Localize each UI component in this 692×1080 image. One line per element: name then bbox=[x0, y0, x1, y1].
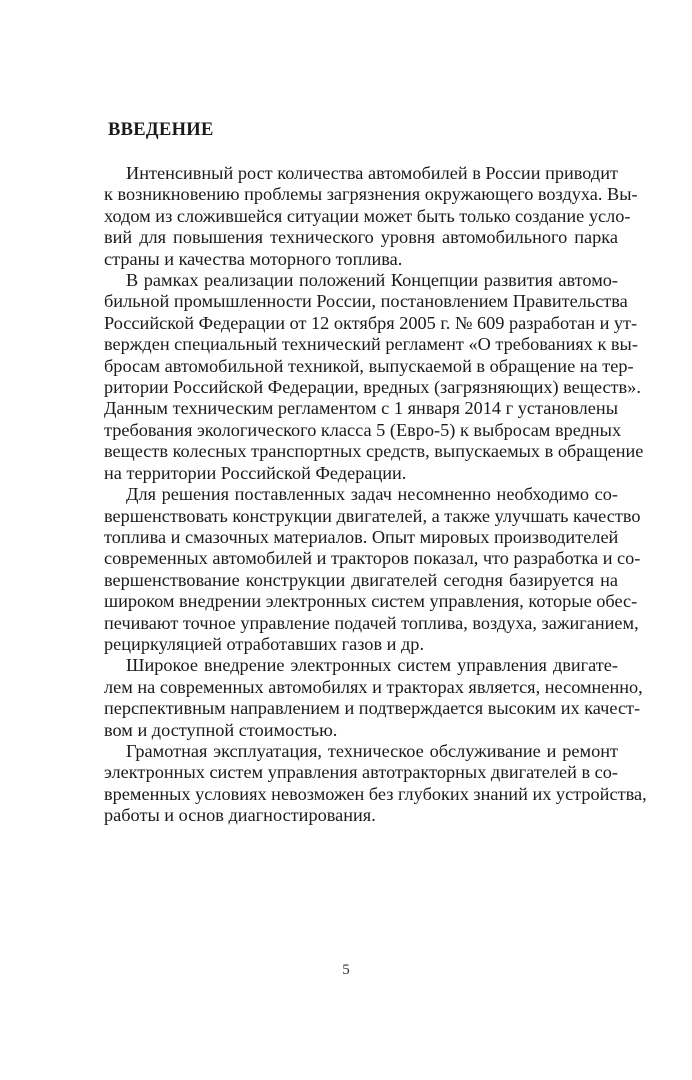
text-line: Данным техническим регламентом с 1 января 2014 г установлены bbox=[104, 398, 618, 419]
text-line: ритории Российской Федерации, вредных (загрязняющих) веществ». bbox=[104, 377, 641, 398]
text-line: бросам автомобильной техникой, выпускаемой в обращение на тер- bbox=[104, 355, 634, 376]
text-line: вом и доступной стоимостью. bbox=[104, 719, 338, 740]
text-line: бильной промышленности России, постановлением Правительства bbox=[104, 291, 628, 312]
text-line: временных условиях невозможен без глубоких знаний их устройства, bbox=[104, 783, 647, 804]
text-line: топлива и смазочных материалов. Опыт мировых производителей bbox=[104, 526, 619, 547]
paragraph bbox=[104, 484, 641, 655]
page-number: 5 bbox=[342, 962, 350, 978]
text-line: Широкое внедрение электронных систем управления двигате- bbox=[126, 655, 618, 676]
paragraph bbox=[104, 163, 638, 270]
paragraph bbox=[104, 740, 647, 827]
paragraph bbox=[104, 270, 644, 484]
text-line: печивают точное управление подачей топлива, воздуха, зажиганием, bbox=[104, 612, 639, 633]
section-heading: ВВЕДЕНИЕ bbox=[108, 120, 214, 140]
text-line: Российской Федерации от 12 октября 2005 г. № 609 разработан и ут- bbox=[104, 312, 638, 333]
text-line: работы и основ диагностирования. bbox=[104, 805, 376, 826]
text-line: рециркуляцией отработавших газов и др. bbox=[104, 633, 425, 654]
text-line: страны и качества моторного топлива. bbox=[104, 248, 403, 269]
text-line: современных автомобилей и тракторов показал, что разработка и со- bbox=[104, 548, 641, 569]
text-line: вершенствование конструкции двигателей сегодня базируется на bbox=[104, 569, 618, 590]
text-line: перспективным направлением и подтверждается высоким их качест- bbox=[104, 698, 641, 719]
body-text bbox=[104, 163, 647, 827]
text-line: на территории Российской Федерации. bbox=[104, 462, 407, 483]
text-line: Для решения поставленных задач несомненно необходимо со- bbox=[126, 484, 618, 505]
text-line: ходом из сложившейся ситуации может быть только создание усло- bbox=[104, 205, 631, 226]
text-line: электронных систем управления автотракторных двигателей в со- bbox=[104, 762, 618, 783]
text-line: лем на современных автомобилях и тракторах является, несомненно, bbox=[104, 676, 643, 697]
text-line: вий для повышения технического уровня автомобильного парка bbox=[104, 227, 618, 248]
text-line: веществ колесных транспортных средств, выпускаемых в обращение bbox=[104, 441, 644, 462]
text-line: вершенствовать конструкции двигателей, а также улучшать качество bbox=[104, 505, 641, 526]
text-line: Грамотная эксплуатация, техническое обслуживание и ремонт bbox=[126, 740, 618, 761]
paragraph bbox=[104, 655, 643, 741]
text-line: широком внедрении электронных систем управления, которые обес- bbox=[104, 591, 638, 612]
text-line: требования экологического класса 5 (Евро-5) к выбросам вредных bbox=[104, 419, 622, 440]
text-line: В рамках реализации положений Концепции развития автомо- bbox=[126, 270, 618, 291]
text-line: Интенсивный рост количества автомобилей в России приводит bbox=[126, 163, 618, 183]
text-line: к возникновению проблемы загрязнения окружающего воздуха. Вы- bbox=[104, 184, 638, 205]
text-line: вержден специальный технический регламент «О требованиях к вы- bbox=[104, 334, 638, 355]
